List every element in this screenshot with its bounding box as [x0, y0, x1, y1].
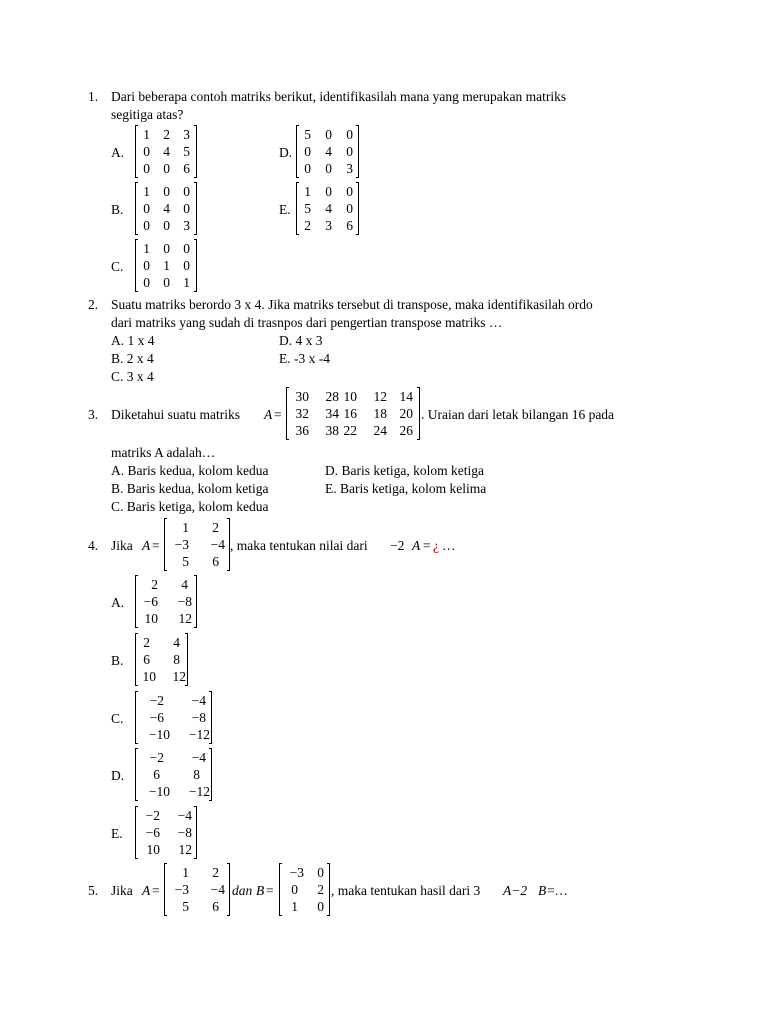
- matrix-cell: 20: [399, 406, 413, 421]
- matrix-cell: 0: [325, 161, 332, 176]
- matrix-cell: 0: [163, 275, 170, 290]
- matrix-cell: 8: [193, 767, 200, 782]
- q4-option-a-label: A.: [111, 595, 125, 610]
- matrix-cell: 24: [373, 423, 387, 438]
- matrix-row: [136, 200, 196, 217]
- q4-option-c-matrix: [135, 691, 212, 744]
- matrix-cell: 32: [295, 406, 309, 421]
- q2-text-line1: Suatu matriks berordo 3 x 4. Jika matriks tersebut di transpose, maka identifikasilah ordo: [111, 297, 593, 312]
- matrix-cell: −3: [174, 537, 189, 552]
- matrix-cell: 12: [178, 611, 192, 626]
- q4-option-e-matrix: [135, 806, 197, 859]
- q4-option-b-matrix: [135, 633, 188, 686]
- matrix-cell: 0: [183, 201, 190, 216]
- matrix-cell: 0: [183, 184, 190, 199]
- q2-option-c: C. 3 x 4: [111, 369, 154, 384]
- matrix-row: [136, 160, 196, 177]
- q5-expr-mid: A−2: [503, 883, 528, 898]
- q3-matrix: [286, 387, 420, 440]
- matrix-cell: 5: [182, 899, 189, 914]
- matrix-row: [280, 881, 329, 898]
- q3-eq: =: [274, 407, 282, 422]
- q1-option-d-matrix: [296, 125, 359, 178]
- matrix-row: [136, 274, 196, 291]
- q4-var: A: [142, 538, 151, 553]
- matrix-row: [280, 864, 329, 881]
- matrix-cell: 4: [325, 201, 332, 216]
- q5-var-a: A: [142, 883, 151, 898]
- matrix-cell: 0: [325, 127, 332, 142]
- q3-number: 3.: [88, 407, 99, 422]
- q1-option-d-label: D.: [279, 145, 293, 160]
- matrix-cell: 0: [143, 218, 150, 233]
- matrix-cell: 4: [163, 144, 170, 159]
- matrix-cell: 4: [163, 201, 170, 216]
- q1-option-a-matrix: [135, 125, 197, 178]
- q4-prefix: Jika: [111, 538, 133, 553]
- q3-text-line2: matriks A adalah…: [111, 445, 216, 460]
- matrix-row: [287, 405, 419, 422]
- matrix-row: [165, 898, 229, 915]
- matrix-row: [136, 709, 211, 726]
- matrix-cell: 4: [173, 635, 180, 650]
- q2-option-a: A. 1 x 4: [111, 333, 155, 348]
- matrix-cell: 3: [325, 218, 332, 233]
- q5-dan: dan: [232, 883, 253, 898]
- matrix-row: [136, 183, 196, 200]
- q4-number: 4.: [88, 538, 99, 553]
- matrix-row: [297, 126, 358, 143]
- matrix-row: [136, 610, 196, 627]
- matrix-cell: 2: [317, 882, 324, 897]
- matrix-cell: 1: [182, 865, 189, 880]
- matrix-cell: −6: [149, 710, 164, 725]
- matrix-cell: 2: [151, 577, 158, 592]
- matrix-cell: 0: [143, 161, 150, 176]
- q1-text-line1: Dari beberapa contoh matriks berikut, identifikasilah mana yang merupakan matriks: [111, 89, 567, 104]
- q1-option-e-matrix: [296, 182, 359, 235]
- matrix-row: [136, 766, 211, 783]
- q4-expr-mark: ¿: [433, 538, 439, 553]
- q3-option-a: A. Baris kedua, kolom kedua: [111, 463, 269, 478]
- matrix-cell: 0: [346, 201, 353, 216]
- matrix-row: [297, 217, 358, 234]
- q5-var-b: B: [256, 883, 265, 898]
- matrix-cell: −4: [177, 808, 192, 823]
- q3-option-e: E. Baris ketiga, kolom kelima: [325, 481, 487, 496]
- matrix-cell: 0: [317, 899, 324, 914]
- matrix-cell: 5: [304, 127, 311, 142]
- matrix-cell: 1: [143, 127, 150, 142]
- matrix-row: [165, 864, 229, 881]
- matrix-row: [136, 593, 196, 610]
- matrix-cell: 10: [144, 611, 158, 626]
- q5-eq-b: =: [266, 883, 274, 898]
- matrix-cell: 0: [143, 201, 150, 216]
- q1-option-b-matrix: [135, 182, 197, 235]
- matrix-cell: 30: [295, 389, 309, 404]
- q5-number: 5.: [88, 883, 99, 898]
- matrix-row: [165, 519, 229, 536]
- q5-expr-end: B=…: [538, 883, 568, 898]
- matrix-row: [136, 634, 187, 651]
- matrix-cell: −8: [177, 825, 192, 840]
- q4-expr-ellipsis: …: [442, 538, 456, 553]
- q3-suffix: . Uraian dari letak bilangan 16 pada: [421, 407, 615, 422]
- q4-option-b-label: B.: [111, 653, 124, 668]
- matrix-cell: −6: [143, 594, 158, 609]
- matrix-cell: 0: [304, 144, 311, 159]
- q1-option-a-label: A.: [111, 145, 125, 160]
- matrix-cell: 1: [163, 258, 170, 273]
- matrix-cell: −6: [145, 825, 160, 840]
- matrix-cell: 5: [304, 201, 311, 216]
- matrix-cell: 16: [343, 406, 357, 421]
- q4-matrix: [164, 518, 230, 571]
- matrix-row: [297, 160, 358, 177]
- matrix-cell: 2: [304, 218, 311, 233]
- matrix-cell: 10: [146, 842, 160, 857]
- matrix-cell: 0: [346, 144, 353, 159]
- q3-prefix: Diketahui suatu matriks: [111, 407, 240, 422]
- q4-expr-var: A: [412, 538, 421, 553]
- matrix-cell: 22: [343, 423, 357, 438]
- matrix-cell: 10: [142, 669, 156, 684]
- q2-text-line2: dari matriks yang sudah di trasnpos dari pengertian transpose matriks …: [111, 315, 503, 330]
- q4-expr-eq: =: [423, 538, 431, 553]
- matrix-cell: −10: [148, 784, 170, 799]
- matrix-cell: 28: [325, 389, 339, 404]
- matrix-row: [136, 257, 196, 274]
- matrix-cell: 38: [325, 423, 339, 438]
- matrix-cell: 4: [325, 144, 332, 159]
- matrix-cell: −4: [191, 693, 206, 708]
- matrix-cell: 3: [183, 127, 190, 142]
- q4-expr-coef: −2: [390, 538, 405, 553]
- matrix-cell: −4: [210, 882, 225, 897]
- q5-suffix: , maka tentukan hasil dari 3: [331, 883, 481, 898]
- matrix-cell: 4: [181, 577, 188, 592]
- q4-option-d-label: D.: [111, 768, 125, 783]
- matrix-cell: 6: [346, 218, 353, 233]
- matrix-cell: 0: [183, 258, 190, 273]
- matrix-row: [297, 183, 358, 200]
- matrix-row: [280, 898, 329, 915]
- matrix-cell: −8: [177, 594, 192, 609]
- matrix-cell: 0: [163, 184, 170, 199]
- matrix-cell: −4: [210, 537, 225, 552]
- matrix-row: [136, 749, 211, 766]
- matrix-cell: 0: [325, 184, 332, 199]
- matrix-cell: 6: [143, 652, 150, 667]
- matrix-row: [136, 692, 211, 709]
- matrix-cell: −3: [289, 865, 304, 880]
- matrix-cell: 1: [304, 184, 311, 199]
- matrix-cell: 6: [212, 554, 219, 569]
- matrix-cell: 12: [172, 669, 186, 684]
- matrix-cell: 6: [212, 899, 219, 914]
- matrix-cell: 2: [143, 635, 150, 650]
- q2-option-b: B. 2 x 4: [111, 351, 154, 366]
- matrix-cell: −2: [145, 808, 160, 823]
- q4-option-a-matrix: [135, 575, 197, 628]
- matrix-cell: 1: [143, 184, 150, 199]
- q4-option-c-label: C.: [111, 711, 124, 726]
- q4-option-e-label: E.: [111, 826, 123, 841]
- matrix-cell: 0: [346, 184, 353, 199]
- matrix-cell: 2: [163, 127, 170, 142]
- matrix-cell: 0: [346, 127, 353, 142]
- matrix-cell: 1: [143, 241, 150, 256]
- matrix-cell: 1: [183, 275, 190, 290]
- matrix-cell: −3: [174, 882, 189, 897]
- matrix-cell: −12: [188, 727, 210, 742]
- q1-option-c-label: C.: [111, 259, 124, 274]
- q3-var: A: [264, 407, 273, 422]
- q1-text-line2: segitiga atas?: [111, 107, 184, 122]
- matrix-cell: 3: [346, 161, 353, 176]
- matrix-row: [287, 422, 419, 439]
- matrix-cell: −8: [191, 710, 206, 725]
- q2-option-e: E. -3 x -4: [279, 351, 330, 366]
- matrix-cell: 8: [173, 652, 180, 667]
- matrix-cell: −2: [149, 693, 164, 708]
- matrix-cell: −2: [149, 750, 164, 765]
- matrix-cell: 5: [183, 144, 190, 159]
- matrix-cell: 12: [178, 842, 192, 857]
- matrix-row: [136, 217, 196, 234]
- q5-prefix: Jika: [111, 883, 133, 898]
- matrix-cell: 0: [163, 218, 170, 233]
- matrix-row: [136, 807, 196, 824]
- matrix-cell: −10: [148, 727, 170, 742]
- matrix-row: [136, 576, 196, 593]
- matrix-cell: 0: [163, 161, 170, 176]
- matrix-cell: 26: [399, 423, 413, 438]
- matrix-cell: 6: [183, 161, 190, 176]
- matrix-cell: 2: [212, 520, 219, 535]
- matrix-cell: 2: [212, 865, 219, 880]
- matrix-row: [297, 143, 358, 160]
- matrix-row: [136, 240, 196, 257]
- matrix-cell: 0: [304, 161, 311, 176]
- matrix-row: [136, 824, 196, 841]
- matrix-row: [136, 668, 187, 685]
- q1-option-e-label: E.: [279, 202, 291, 217]
- q3-option-b: B. Baris kedua, kolom ketiga: [111, 481, 269, 496]
- q1-option-b-label: B.: [111, 202, 124, 217]
- q4-suffix: , maka tentukan nilai dari: [230, 538, 368, 553]
- matrix-cell: 0: [143, 258, 150, 273]
- q4-eq: =: [152, 538, 160, 553]
- matrix-cell: 1: [291, 899, 298, 914]
- q2-number: 2.: [88, 297, 99, 312]
- matrix-cell: 1: [182, 520, 189, 535]
- matrix-row: [136, 651, 187, 668]
- matrix-cell: 0: [143, 144, 150, 159]
- matrix-cell: 10: [343, 389, 357, 404]
- matrix-cell: 36: [295, 423, 309, 438]
- matrix-cell: 0: [183, 241, 190, 256]
- matrix-row: [136, 726, 211, 743]
- matrix-cell: −12: [188, 784, 210, 799]
- q3-option-c: C. Baris ketiga, kolom kedua: [111, 499, 269, 514]
- q5-matrix-b: [279, 863, 330, 916]
- matrix-row: [136, 126, 196, 143]
- matrix-row: [165, 536, 229, 553]
- q5-matrix-a: [164, 863, 230, 916]
- q5-eq-a: =: [152, 883, 160, 898]
- matrix-row: [287, 388, 419, 405]
- q2-option-d: D. 4 x 3: [279, 333, 323, 348]
- matrix-row: [136, 841, 196, 858]
- matrix-cell: 34: [325, 406, 339, 421]
- matrix-row: [297, 200, 358, 217]
- matrix-cell: 3: [183, 218, 190, 233]
- matrix-cell: 0: [143, 275, 150, 290]
- matrix-row: [165, 553, 229, 570]
- matrix-cell: 14: [399, 389, 413, 404]
- q3-option-d: D. Baris ketiga, kolom ketiga: [325, 463, 484, 478]
- matrix-cell: 6: [153, 767, 160, 782]
- matrix-cell: 12: [373, 389, 387, 404]
- matrix-cell: 5: [182, 554, 189, 569]
- matrix-cell: 0: [291, 882, 298, 897]
- q1-option-c-matrix: [135, 239, 197, 292]
- matrix-row: [136, 143, 196, 160]
- matrix-cell: −4: [191, 750, 206, 765]
- matrix-cell: 0: [163, 241, 170, 256]
- matrix-cell: 18: [373, 406, 387, 421]
- matrix-cell: 0: [317, 865, 324, 880]
- matrix-row: [165, 881, 229, 898]
- q1-number: 1.: [88, 89, 99, 104]
- q4-option-d-matrix: [135, 748, 212, 801]
- matrix-row: [136, 783, 211, 800]
